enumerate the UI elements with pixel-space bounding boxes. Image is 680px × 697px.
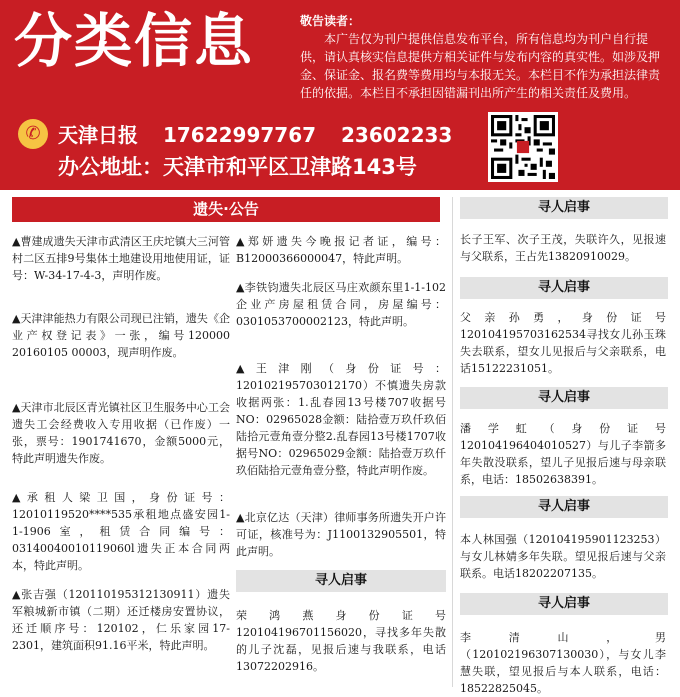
list-item: ▲郑妍遗失今晚报记者证，编号：B12000366000047，特此声明。 <box>236 235 446 265</box>
missing-person-heading: 寻人启事 <box>460 277 668 299</box>
list-item: ▲承租人梁卫国，身份证号：12010119520****535承租地点盛安园1-1-1906室，租赁合同编号：03140040010119060l遗失正本合同两本，特此声明。 <box>12 491 230 572</box>
missing-person-heading: 寻人启事 <box>460 387 668 409</box>
lost-notice-heading: 遗失·公告 <box>12 197 440 222</box>
list-item: 长子王军、次子王茂，失联许久，见报速与父联系，王占先13820910029。 <box>460 233 666 263</box>
list-item: 荣鸿燕身份证号120104196701156020，寻找多年失散的儿子沈磊，见报后速与我联系，电话13072202916。 <box>236 609 446 673</box>
list-item: ▲天津市北辰区青光镇社区卫生服务中心工会遗失工会经费收入专用收据（已作废）一张，票号：1901741670，金额5000元，特此声明遗失作废。 <box>12 401 230 465</box>
section-logo: 分类信息 <box>14 7 255 75</box>
list-item: 李清山，男（120102196307130030），与女儿李慧失联，望见报后与本人联系，电话：18522825045。 <box>460 631 666 695</box>
list-item: ▲张吉强（120110195312130911）遗失军粮城新市镇（二期）还迁楼房安置协议，还迁顺序号：120102，仁乐家园17-2301，建筑面积91.16平米，特此声明。 <box>12 588 230 652</box>
contact-phones <box>58 119 470 148</box>
reader-notice <box>300 12 670 102</box>
missing-person-heading: 寻人启事 <box>460 197 668 219</box>
list-item: ▲北京亿达（天津）律师事务所遗失开户许可证，核准号为：J1100132905501，特此声明。 <box>236 511 446 558</box>
missing-person-heading: 寻人启事 <box>236 570 446 592</box>
missing-person-heading: 寻人启事 <box>460 496 668 518</box>
header-banner <box>0 0 680 190</box>
publisher-name: 天津日报 <box>58 123 138 147</box>
office-address: 办公地址：天津市和平区卫津路143号 <box>58 155 417 179</box>
column-divider <box>452 197 453 687</box>
list-item: ▲曹建成遗失天津市武清区王庆坨镇大三河管村二区五排9号集体土地建设用地使用证，证号：W-34-17-4-3，声明作废。 <box>12 235 230 282</box>
list-item: 本人林国强（120104195901123253）与女儿林婧多年失联。望见报后速与父亲联系。电话18202207135。 <box>460 533 666 580</box>
list-item: ▲天津津能热力有限公司现已注销，遗失《企业产权登记表》一张，编号120000 20160105 00003，现声明作废。 <box>12 312 230 359</box>
phone-icon: ✆ <box>18 119 48 149</box>
qr-code-icon <box>488 112 558 182</box>
list-item: 潘学虹（身份证号120104196404010527）与儿子李箭多年失散没联系，望儿子见报后速与母亲联系，电话：18502638391。 <box>460 422 666 486</box>
phone-number-1: 17622997767 <box>162 123 317 147</box>
list-item: 父亲孙勇，身份证号120104195703162534寻找女儿孙玉珠失去联系，望女儿见报后与父亲联系，电话15122231051。 <box>460 311 666 375</box>
phone-number-2: 23602233 <box>341 123 453 147</box>
notice-title: 敬告读者： <box>300 14 361 28</box>
list-item: ▲李铁钧遗失北辰区马庄欢颜东里1-1-102企业产房屋租赁合同，房屋编号：0301053700002123，特此声明。 <box>236 281 446 328</box>
list-item: ▲王津刚（身份证号：120102195703012170）不慎遗失房款收据两张：1.乱春园13号楼707收据号NO：02965028金额：陆拾壹万玖仟玖佰陆拾元壹角壹分整2.乱春园13号楼1707收据号NO：02965029金额：陆拾壹万玖仟玖佰陆拾元壹角壹分整，特此声明作废。 <box>236 362 446 477</box>
notice-body: 本广告仅为刊户提供信息发布平台，所有信息均为刊户自行提供，请认真核实信息提供方相关证件与发布内容的真实性。如涉及押金、保证金、报名费等费用均与本报无关。本栏目不作为承担法律责任的依据。本栏目不承担因错漏刊出所产生的相关责任及费用。 <box>300 32 661 100</box>
missing-person-heading: 寻人启事 <box>460 593 668 615</box>
